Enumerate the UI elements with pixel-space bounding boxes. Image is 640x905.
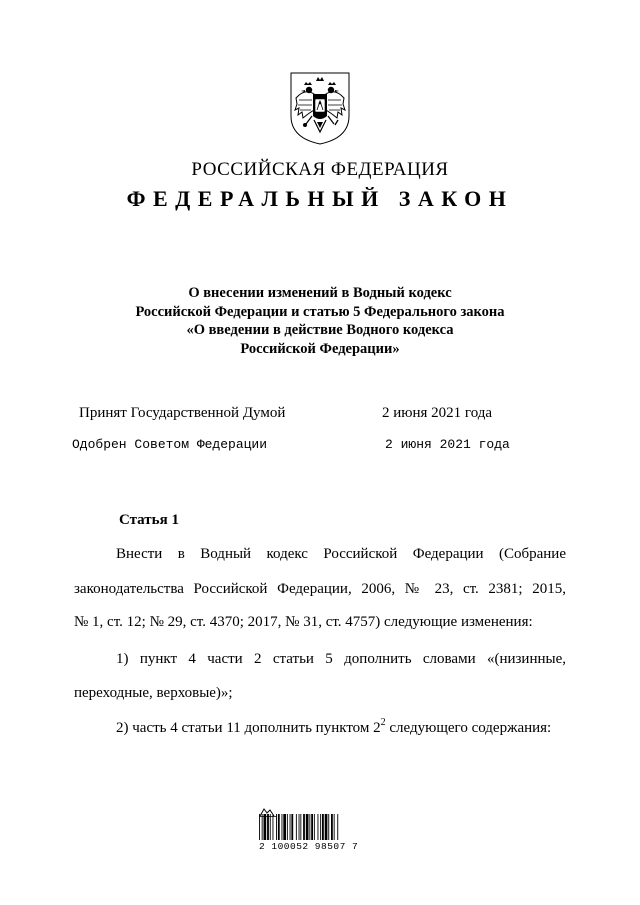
adopted-label: Принят Государственной Думой xyxy=(79,405,286,421)
barcode-number: 2 100052 98507 7 xyxy=(259,841,359,852)
adopted-date: 2 июня 2021 года xyxy=(382,405,493,421)
item-superscript: 2 xyxy=(380,717,386,728)
item-text: следующего содержания: xyxy=(385,720,552,736)
item-text: 2) часть 4 статьи 11 дополнить пунктом 2 xyxy=(116,720,381,736)
article-text-line: законодательства Российской Федерации, 2006, № 23, ст. 2381; 2015, xyxy=(74,581,566,597)
article-item-line: 1) пункт 4 части 2 статьи 5 дополнить словами «(низинные, xyxy=(116,651,566,667)
article-item-line xyxy=(116,717,552,737)
approved-date: 2 июня 2021 года xyxy=(385,437,510,452)
subject-line: Российской Федерации» xyxy=(240,340,400,357)
article-heading: Статья 1 xyxy=(119,512,179,528)
approved-label: Одобрен Советом Федерации xyxy=(72,437,268,452)
article-item-line: переходные, верховые)»; xyxy=(74,685,233,701)
country-title: РОССИЙСКАЯ ФЕДЕРАЦИЯ xyxy=(191,159,449,180)
scanner-mark-icon xyxy=(258,804,278,814)
law-subject xyxy=(0,284,640,358)
law-type-title: ФЕДЕРАЛЬНЫЙ ЗАКОН xyxy=(126,186,514,211)
subject-line: Российской Федерации и статью 5 Федерального закона xyxy=(135,303,505,320)
barcode-icon xyxy=(258,814,340,840)
subject-line: О внесении изменений в Водный кодекс xyxy=(188,285,452,301)
article-text-line: № 1, ст. 12; № 29, ст. 4370; 2017, № 31, ст. 4757) следующие изменения: xyxy=(74,614,533,630)
subject-line: «О введении в действие Водного кодекса xyxy=(186,322,454,338)
article-text-line: Внести в Водный кодекс Российской Федерации (Собрание xyxy=(116,546,566,562)
coat-of-arms-icon xyxy=(287,70,353,146)
